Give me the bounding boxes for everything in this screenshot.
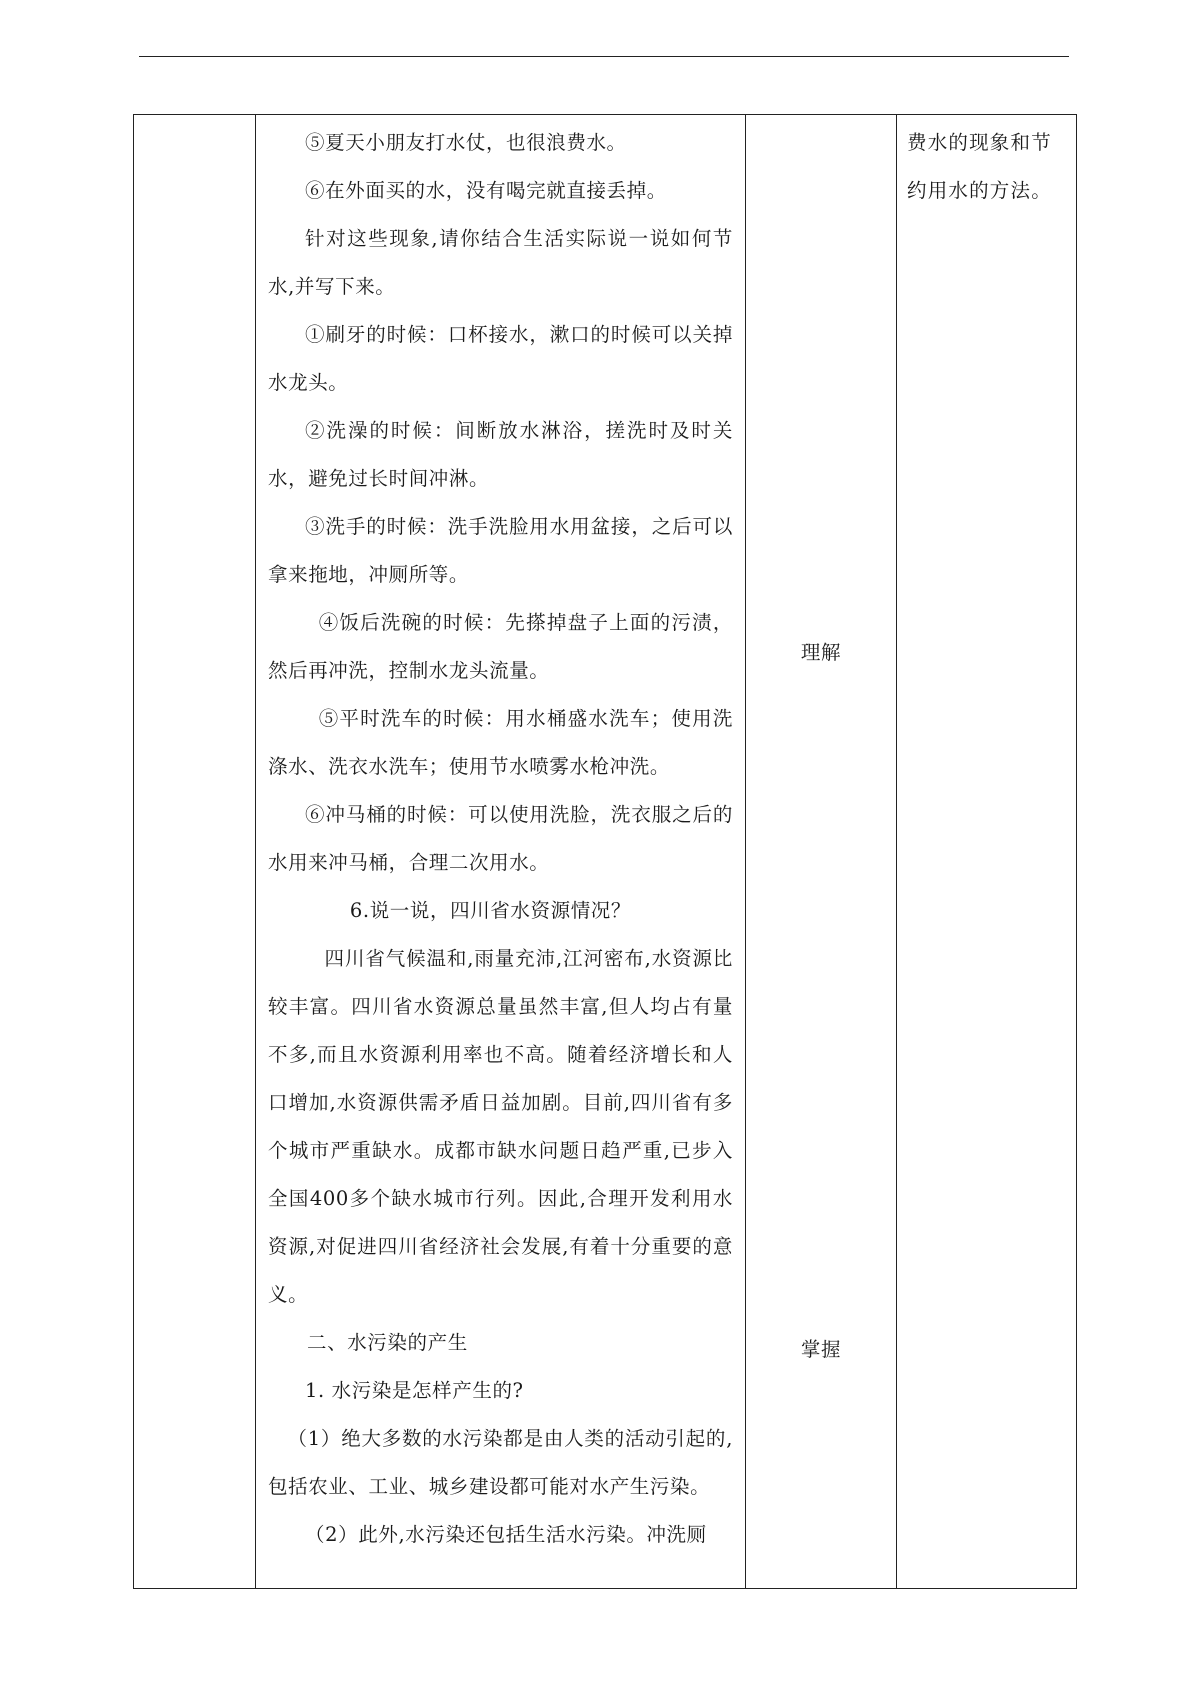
section-heading: 二、水污染的产生 [307, 1331, 468, 1354]
level-understand: 理解 [800, 641, 842, 664]
content-paragraph: （1）绝大多数的水污染都是由人类的活动引起的,包括农业、工业、城乡建设都可能对水产生污染。 [268, 1427, 733, 1498]
content-paragraph: ⑤夏天小朋友打水仗，也很浪费水。 [305, 131, 627, 154]
level-master: 掌握 [800, 1338, 842, 1361]
content-paragraph: ②洗澡的时候：间断放水淋浴，搓洗时及时关水，避免过长时间冲淋。 [268, 419, 733, 490]
content-paragraph: 针对这些现象,请你结合生活实际说一说如何节水,并写下来。 [268, 227, 733, 298]
table-row [134, 115, 1077, 1589]
lesson-plan-table [133, 114, 1077, 1589]
requirement-level-column [746, 115, 896, 1588]
content-paragraph: ⑥在外面买的水，没有喝完就直接丢掉。 [305, 179, 667, 202]
empty-left-cell [134, 115, 256, 1589]
content-paragraph: ③洗手的时候：洗手洗脸用水用盆接，之后可以拿来拖地，冲厕所等。 [268, 515, 733, 586]
question-heading: 1. 水污染是怎样产生的? [305, 1379, 524, 1402]
content-paragraph: ④饭后洗碗的时候：先搽掉盘子上面的污渍，然后再冲洗，控制水龙头流量。 [268, 611, 733, 682]
content-paragraph: （2）此外,水污染还包括生活水污染。冲洗厕 [305, 1523, 707, 1546]
notes-text: 费水的现象和节约用水的方法。 [907, 131, 1052, 202]
content-paragraph: ⑤平时洗车的时候：用水桶盛水洗车；使用洗涤水、洗衣水洗车；使用节水喷雾水枪冲洗。 [268, 707, 733, 778]
content-paragraph: ①刷牙的时候：口杯接水，漱口的时候可以关掉水龙头。 [268, 323, 733, 394]
header-rule [139, 56, 1069, 57]
teaching-content [256, 115, 745, 1559]
content-paragraph: 四川省气候温和,雨量充沛,江河密布,水资源比较丰富。四川省水资源总量虽然丰富,但人均占有量不多,而且水资源利用率也不高。随着经济增长和人口增加,水资源供需矛盾日益加剧。目前,四川省有多个城市严重缺水。成都市缺水问题日趋严重,已步入全国400多个缺水城市行列。因此,合理开发利用水资源,对促进四川省经济社会发展,有着十分重要的意义。 [268, 947, 733, 1306]
content-paragraph: ⑥冲马桶的时候：可以使用洗脸，洗衣服之后的水用来冲马桶，合理二次用水。 [268, 803, 733, 874]
content-paragraph: 6.说一说，四川省水资源情况？ [349, 899, 631, 922]
notes-cell [897, 115, 1077, 1589]
requirement-level-cell [746, 115, 897, 1589]
teaching-content-cell [256, 115, 746, 1589]
